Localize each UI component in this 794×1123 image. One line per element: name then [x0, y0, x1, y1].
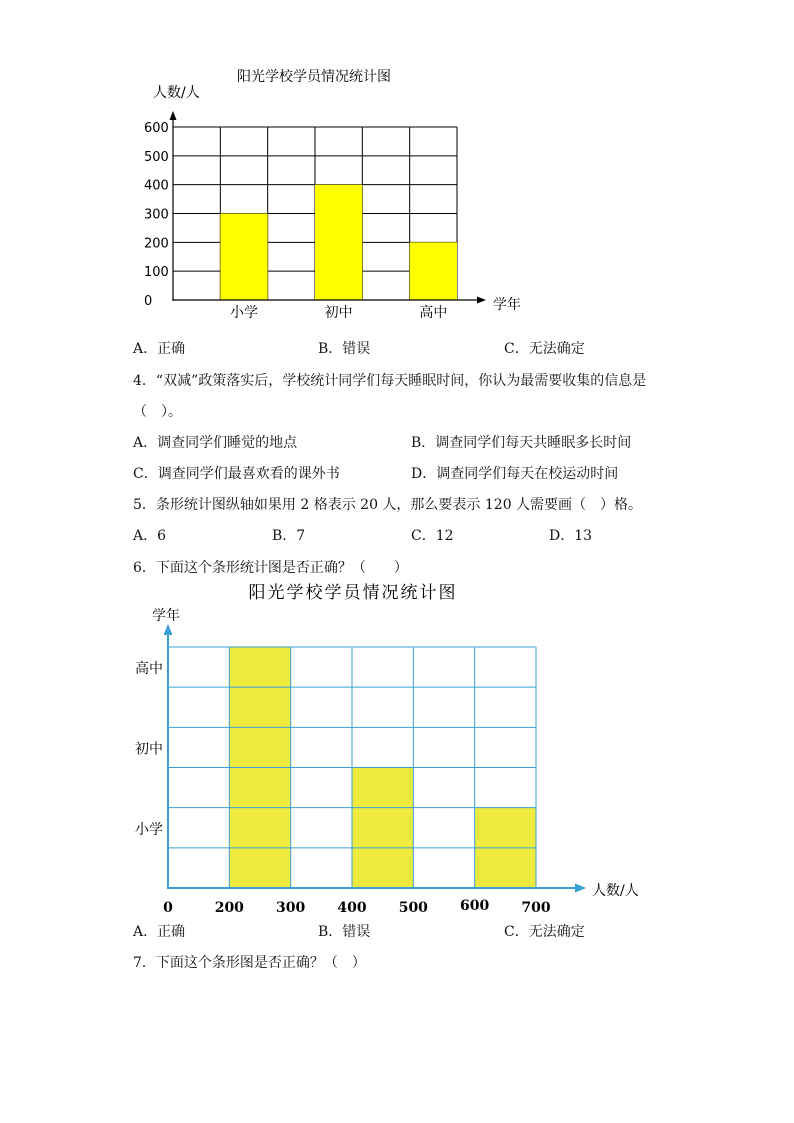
chart-1-y-tick: 200	[144, 236, 169, 252]
chart-1-y-tick: 500	[144, 149, 169, 165]
q5-option-d[interactable]: D．13	[549, 528, 593, 544]
chart-1-title: 阳光学校学员情况统计图	[237, 69, 391, 85]
chart-2-row-label: 高中	[135, 661, 163, 678]
chart-1-y-label: 人数/人	[153, 85, 200, 101]
chart-2-x-tick: 400	[337, 900, 367, 915]
q4-question-line-1: 4．“双减”政策落实后，学校统计同学们每天睡眠时间，你认为最需要收集的信息是	[133, 373, 647, 389]
chart-2-x-tick: 200	[214, 900, 244, 915]
chart-1	[0, 0, 794, 330]
chart-2-x-tick: 0	[163, 900, 173, 915]
q4-option-d[interactable]: D．调查同学们每天在校运动时间	[411, 466, 619, 482]
chart-1-y-arrow	[170, 111, 177, 120]
q4-option-a[interactable]: A．调查同学们睡觉的地点	[133, 435, 298, 451]
q4-option-b[interactable]: B．调查同学们每天共睡眠多长时间	[411, 435, 632, 451]
chart-2-y-label: 学年	[152, 608, 180, 624]
q4-question-line-2: （ ）。	[133, 404, 182, 420]
chart-1-x-arrow	[477, 297, 486, 304]
chart-2-bar-2	[352, 768, 413, 889]
q3-option-b[interactable]: B．错误	[318, 341, 371, 357]
chart-2-x-tick: 500	[398, 900, 428, 915]
chart-1-y-tick: 400	[144, 178, 169, 194]
q3-option-a[interactable]: A．正确	[133, 341, 186, 357]
q6-question: 6．下面这个条形统计图是否正确？（ ）	[133, 560, 408, 576]
chart-1-y-tick: 600	[144, 121, 169, 136]
chart-2-x-label: 人数/人	[592, 883, 639, 899]
chart-1-x-label: 学年	[493, 297, 521, 313]
q5-option-a[interactable]: A．6	[133, 528, 167, 544]
chart-2-x-tick: 300	[276, 900, 306, 915]
q5-question: 5．条形统计图纵轴如果用 2 格表示 20 人，那么要表示 120 人需要画（ ）格。	[133, 497, 643, 513]
chart-2	[0, 575, 794, 915]
chart-1-x-category: 小学	[230, 305, 258, 321]
q3-option-c[interactable]: C．无法确定	[504, 341, 585, 357]
chart-2-y-arrow	[164, 624, 173, 635]
chart-1-x-category: 初中	[324, 305, 353, 321]
chart-1-bar-3	[410, 242, 457, 300]
q4-option-c[interactable]: C．调查同学们最喜欢看的课外书	[133, 466, 340, 482]
chart-1-bars	[220, 185, 457, 300]
chart-1-x-category: 高中	[419, 305, 448, 321]
chart-1-y-tick: 0	[144, 294, 153, 309]
chart-2-x-tick: 700	[521, 900, 551, 915]
chart-1-bar-2	[315, 185, 362, 300]
chart-1-y-tick: 100	[144, 265, 169, 281]
chart-2-row-label: 小学	[135, 821, 163, 838]
q5-option-b[interactable]: B．7	[272, 528, 306, 544]
chart-2-x-arrow	[575, 884, 586, 893]
q6-option-b[interactable]: B．错误	[318, 924, 371, 940]
chart-2-x-tick: 600	[460, 898, 490, 914]
chart-1-y-tick: 300	[144, 207, 169, 223]
q5-option-c[interactable]: C．12	[411, 528, 454, 544]
chart-2-row-label: 初中	[135, 741, 163, 758]
q6-option-c[interactable]: C．无法确定	[504, 924, 585, 940]
chart-2-title: 阳光学校学员情况统计图	[248, 583, 458, 603]
q6-option-a[interactable]: A．正确	[133, 924, 186, 940]
chart-1-bar-1	[220, 214, 267, 301]
q7-question: 7．下面这个条形图是否正确？（ ）	[133, 955, 366, 971]
